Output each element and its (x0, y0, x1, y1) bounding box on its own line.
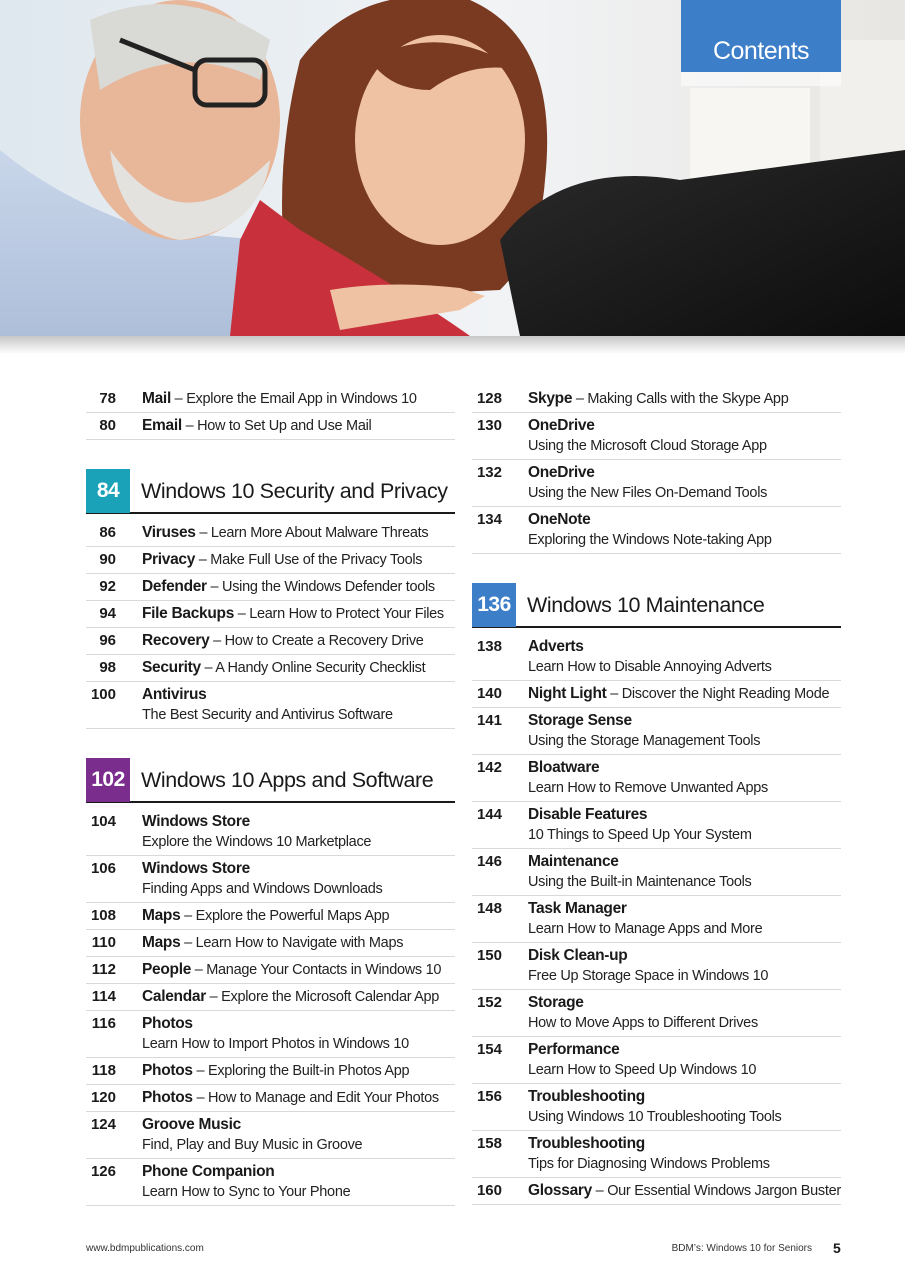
page-number: 156 (476, 1088, 502, 1105)
entry-desc: Learn More About Malware Threats (210, 525, 429, 541)
toc-entry[interactable] (86, 1112, 455, 1159)
entry-desc: How to Set Up and Use Mail (197, 418, 372, 434)
entry-title: Troubleshooting (528, 1088, 645, 1105)
entry-desc: Learn How to Manage Apps and More (528, 921, 763, 937)
entry-title: Storage (528, 994, 584, 1011)
entry-title: Maps (142, 907, 181, 924)
entry-title: Photos (142, 1015, 193, 1032)
entry-title: Task Manager (528, 900, 627, 917)
entry-title: Disable Features (528, 806, 648, 823)
page-number: 138 (476, 638, 502, 655)
page-number: 144 (476, 806, 502, 823)
page-number: 148 (476, 900, 502, 917)
entry-desc: Learn How to Remove Unwanted Apps (528, 780, 768, 796)
entry-title: Groove Music (142, 1116, 241, 1133)
page-number: 94 (99, 605, 116, 622)
entry-desc: Find, Play and Buy Music in Groove (142, 1137, 363, 1153)
section-title: Windows 10 Apps and Software (141, 767, 434, 792)
entry-title: Privacy (142, 551, 196, 568)
toc-entry[interactable] (472, 708, 841, 755)
toc-entry[interactable] (472, 507, 841, 554)
page-number: 108 (90, 907, 116, 924)
entry-title: OneNote (528, 511, 591, 528)
entry-desc: Discover the Night Reading Mode (621, 686, 830, 702)
section-header (86, 470, 455, 514)
page-number: 146 (476, 853, 502, 870)
entry-desc: Using the Microsoft Cloud Storage App (528, 438, 767, 454)
entry-title: Skype (528, 390, 573, 407)
page-number: 110 (91, 934, 116, 951)
left-column (86, 386, 455, 1206)
page-number: 124 (90, 1116, 116, 1133)
entry-title: Storage Sense (528, 712, 632, 729)
entry-title: Viruses (142, 524, 196, 541)
toc-entry[interactable] (472, 1084, 841, 1131)
page-number: 92 (99, 578, 116, 595)
toc-entry[interactable] (472, 990, 841, 1037)
entry-desc: Using Windows 10 Troubleshooting Tools (528, 1109, 782, 1125)
toc-entry[interactable] (86, 856, 455, 903)
toc-entry[interactable]: 114 Calendar – Explore the Microsoft Calendar App (86, 984, 455, 1011)
entry-desc: Explore the Email App in Windows 10 (186, 391, 417, 407)
entry-desc: Tips for Diagnosing Windows Problems (528, 1156, 770, 1172)
section-page-badge[interactable]: 136 (472, 583, 516, 627)
contents-tab-shade (681, 72, 841, 86)
page-number: 114 (91, 988, 116, 1005)
page-number: 78 (99, 390, 116, 407)
section-page-badge[interactable]: 102 (86, 758, 130, 802)
page-number: 118 (91, 1062, 116, 1079)
entry-desc: Using the New Files On-Demand Tools (528, 485, 768, 501)
section-title: Windows 10 Security and Privacy (141, 478, 448, 503)
entry-title: OneDrive (528, 417, 595, 434)
entry-desc: A Handy Online Security Checklist (215, 660, 426, 676)
toc-entry[interactable]: 112 People – Manage Your Contacts in Windows 10 (86, 957, 455, 984)
page-number: 134 (476, 511, 502, 528)
toc-entry[interactable]: 96 Recovery – How to Create a Recovery Drive (86, 628, 455, 655)
page-number: 141 (476, 712, 502, 729)
toc-entry[interactable] (472, 634, 841, 681)
page-number: 130 (476, 417, 502, 434)
toc-entry[interactable]: 98 Security – A Handy Online Security Checklist (86, 655, 455, 682)
entry-title: Antivirus (142, 686, 207, 703)
section-maintenance (472, 584, 841, 1205)
page-number: 104 (90, 813, 116, 830)
page-number: 86 (99, 524, 116, 541)
entry-desc: Explore the Microsoft Calendar App (221, 989, 440, 1005)
entry-title: Troubleshooting (528, 1135, 645, 1152)
section-title: Windows 10 Maintenance (527, 592, 765, 617)
entry-desc: How to Create a Recovery Drive (224, 633, 424, 649)
entry-desc: Learn How to Sync to Your Phone (142, 1184, 351, 1200)
entry-desc: Exploring the Built-in Photos App (207, 1063, 410, 1079)
toc-entry[interactable] (86, 1159, 455, 1206)
entry-desc: Explore the Powerful Maps App (195, 908, 390, 924)
entry-desc: Using the Storage Management Tools (528, 733, 761, 749)
toc-entry[interactable] (86, 809, 455, 856)
entry-desc: Using the Built-in Maintenance Tools (528, 874, 752, 890)
toc-entry[interactable]: 120 Photos – How to Manage and Edit Your Photos (86, 1085, 455, 1112)
toc-entry[interactable]: 160 Glossary – Our Essential Windows Jargon Buster (472, 1178, 841, 1205)
entry-title: Windows Store (142, 860, 250, 877)
page-number: 116 (91, 1015, 116, 1032)
entry-desc: Learn How to Import Photos in Windows 10 (142, 1036, 409, 1052)
footer-publication: BDM’s: Windows 10 for Seniors (671, 1243, 812, 1254)
entry-desc: Make Full Use of the Privacy Tools (210, 552, 423, 568)
footer-page-number: 5 (833, 1240, 841, 1256)
toc-entry[interactable] (472, 755, 841, 802)
page-number: 126 (90, 1163, 116, 1180)
page-number: 132 (476, 464, 502, 481)
page-number: 140 (476, 685, 502, 702)
toc-entry[interactable] (472, 1131, 841, 1178)
toc-entry[interactable]: 80 Email – How to Set Up and Use Mail (86, 413, 455, 440)
page-number: 152 (476, 994, 502, 1011)
right-column (472, 386, 841, 1205)
page-number: 96 (99, 632, 116, 649)
section-header (472, 584, 841, 628)
entry-title: Bloatware (528, 759, 600, 776)
toc-entry[interactable] (472, 849, 841, 896)
toc-entry[interactable]: 110 Maps – Learn How to Navigate with Maps (86, 930, 455, 957)
entry-desc: Our Essential Windows Jargon Buster (607, 1183, 841, 1199)
entry-desc: Finding Apps and Windows Downloads (142, 881, 383, 897)
entry-title: Email (142, 417, 182, 434)
entry-title: Mail (142, 390, 171, 407)
page-number: 100 (90, 686, 116, 703)
entry-desc: 10 Things to Speed Up Your System (528, 827, 752, 843)
entry-title: Glossary (528, 1182, 592, 1199)
toc-entry[interactable] (472, 460, 841, 507)
toc-entry[interactable]: 92 Defender – Using the Windows Defender tools (86, 574, 455, 601)
entry-desc: Using the Windows Defender tools (222, 579, 435, 595)
toc-entry[interactable]: 128 Skype – Making Calls with the Skype App (472, 386, 841, 413)
toc-entry[interactable]: 94 File Backups – Learn How to Protect Your Files (86, 601, 455, 628)
section-header (86, 759, 455, 803)
page-number: 128 (476, 390, 502, 407)
entry-title: Security (142, 659, 201, 676)
toc-entry[interactable]: 140 Night Light – Discover the Night Reading Mode (472, 681, 841, 708)
entry-title: Recovery (142, 632, 210, 649)
toc-entry[interactable] (472, 943, 841, 990)
page-number: 98 (99, 659, 116, 676)
page-number: 120 (90, 1089, 116, 1106)
entry-desc: Learn How to Protect Your Files (249, 606, 444, 622)
toc-entry[interactable]: 90 Privacy – Make Full Use of the Privacy Tools (86, 547, 455, 574)
right-top-list (472, 386, 841, 554)
footer-url[interactable]: www.bdmpublications.com (86, 1243, 204, 1254)
toc-entry[interactable]: 118 Photos – Exploring the Built-in Photos App (86, 1058, 455, 1085)
toc-entry[interactable]: 78 Mail – Explore the Email App in Windows 10 (86, 386, 455, 413)
entry-title: Maps (142, 934, 181, 951)
entry-desc: Learn How to Speed Up Windows 10 (528, 1062, 757, 1078)
entry-title: Adverts (528, 638, 584, 655)
toc-entry[interactable] (472, 1037, 841, 1084)
section-apps (86, 759, 455, 1206)
hero-shadow (0, 336, 905, 354)
page-number: 90 (99, 551, 116, 568)
toc-entry[interactable] (472, 896, 841, 943)
entry-title: File Backups (142, 605, 235, 622)
entry-desc: How to Move Apps to Different Drives (528, 1015, 758, 1031)
entry-title: Calendar (142, 988, 206, 1005)
entry-title: Maintenance (528, 853, 619, 870)
page-number: 150 (476, 947, 502, 964)
entry-title: Performance (528, 1041, 620, 1058)
contents-tab: Contents (681, 0, 841, 72)
entry-title: People (142, 961, 192, 978)
entry-desc: Explore the Windows 10 Marketplace (142, 834, 372, 850)
page-number: 154 (476, 1041, 502, 1058)
left-top-list (86, 386, 455, 440)
entry-desc: Learn How to Disable Annoying Adverts (528, 659, 772, 675)
toc-entry[interactable]: 86 Viruses – Learn More About Malware Threats (86, 520, 455, 547)
page-number: 80 (99, 417, 116, 434)
page-number: 158 (476, 1135, 502, 1152)
entry-title: Phone Companion (142, 1163, 275, 1180)
entry-desc: Manage Your Contacts in Windows 10 (206, 962, 442, 978)
entry-title: OneDrive (528, 464, 595, 481)
entry-desc: Making Calls with the Skype App (587, 391, 789, 407)
page-number: 160 (476, 1182, 502, 1199)
page-number: 112 (91, 961, 116, 978)
page-number: 106 (90, 860, 116, 877)
entry-title: Windows Store (142, 813, 250, 830)
entry-desc: The Best Security and Antivirus Software (142, 707, 393, 723)
page-number: 142 (476, 759, 502, 776)
section-security (86, 470, 455, 729)
entry-title: Defender (142, 578, 207, 595)
entry-desc: Learn How to Navigate with Maps (195, 935, 404, 951)
toc-entry[interactable] (86, 682, 455, 729)
entry-title: Night Light (528, 685, 607, 702)
toc-entry[interactable] (472, 413, 841, 460)
entry-title: Disk Clean-up (528, 947, 628, 964)
section-page-badge[interactable]: 84 (86, 469, 130, 513)
entry-desc: Free Up Storage Space in Windows 10 (528, 968, 769, 984)
entry-title: Photos (142, 1089, 193, 1106)
entry-desc: Exploring the Windows Note-taking App (528, 532, 772, 548)
entry-desc: How to Manage and Edit Your Photos (207, 1090, 439, 1106)
toc-entry[interactable] (472, 802, 841, 849)
toc-entry[interactable] (86, 1011, 455, 1058)
entry-title: Photos (142, 1062, 193, 1079)
toc-entry[interactable]: 108 Maps – Explore the Powerful Maps App (86, 903, 455, 930)
